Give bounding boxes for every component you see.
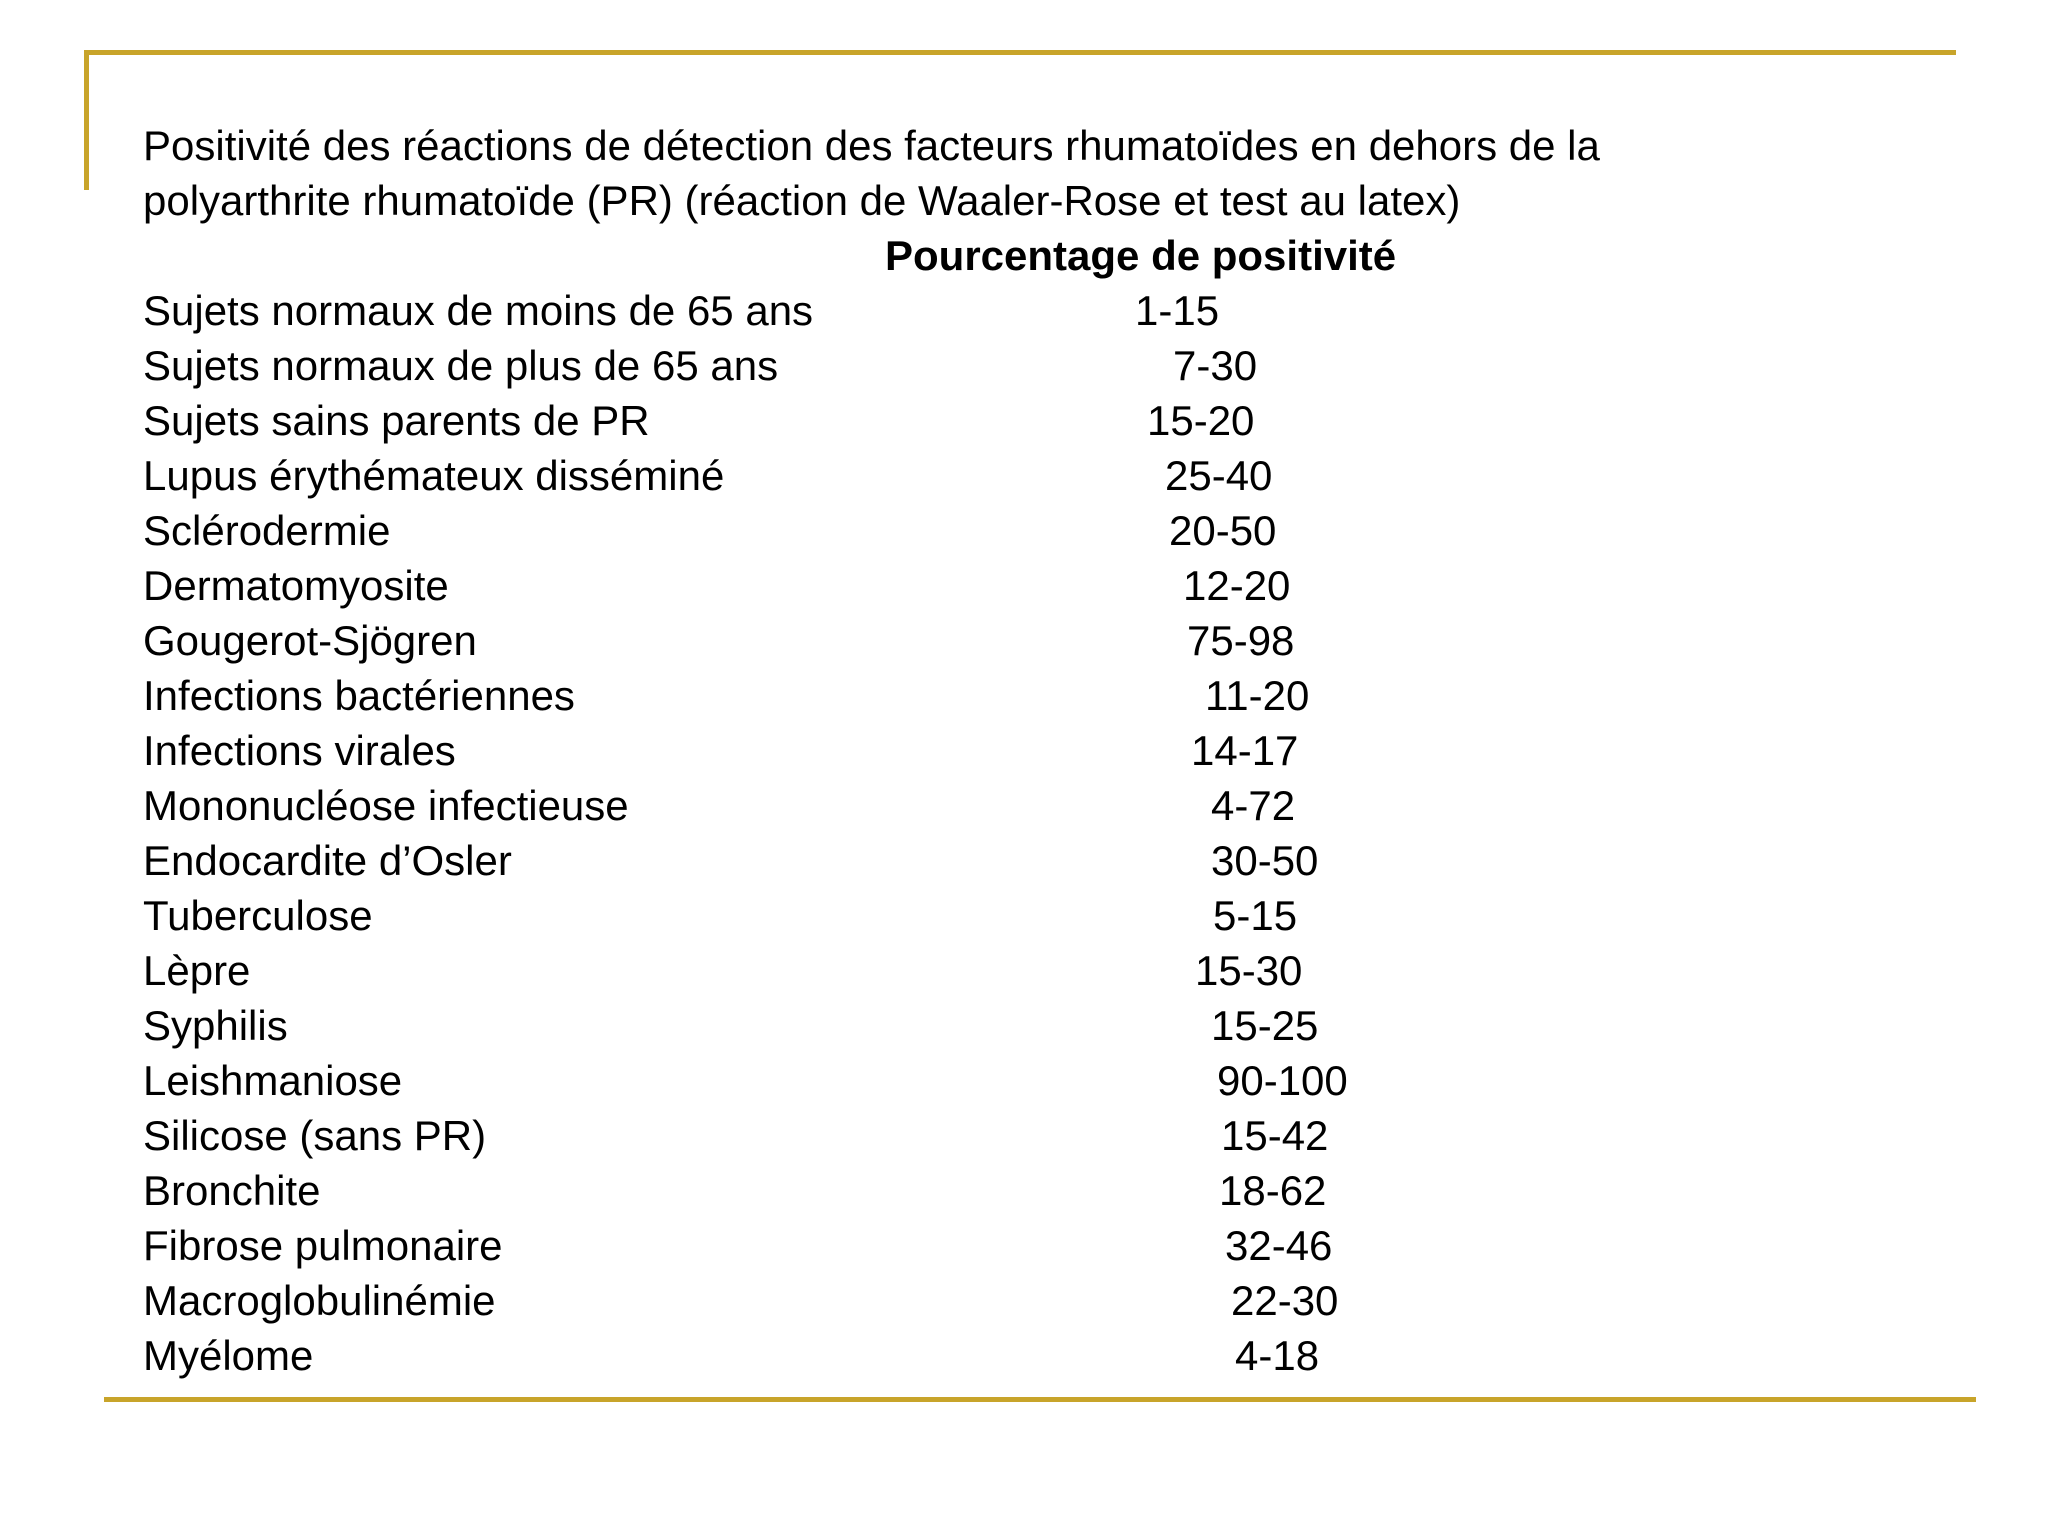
row-label: Fibrose pulmonaire xyxy=(143,1222,503,1269)
row-value: 1-15 xyxy=(1135,287,1220,334)
row-value: 11-20 xyxy=(1205,672,1310,719)
table-row xyxy=(143,1108,1863,1163)
table-row xyxy=(143,833,1863,888)
table-row xyxy=(143,723,1863,778)
row-label: Syphilis xyxy=(143,1002,288,1049)
row-value: 4-72 xyxy=(1211,782,1296,829)
row-label: Tuberculose xyxy=(143,892,373,939)
row-label: Infections virales xyxy=(143,727,456,774)
row-value: 15-25 xyxy=(1211,1002,1319,1049)
row-label: Lèpre xyxy=(143,947,251,994)
row-label: Endocardite d’Osler xyxy=(143,837,512,884)
row-label: Mononucléose infectieuse xyxy=(143,782,629,829)
intro-text: Positivité des réactions de détection des facteurs rhumatoïdes en dehors de la polyarthrite rhumatoïde (PR) (réaction de Waaler-Rose et test au latex) xyxy=(143,122,1600,224)
row-label: Gougerot-Sjögren xyxy=(143,617,477,664)
row-value: 4-18 xyxy=(1235,1332,1320,1379)
table-row xyxy=(143,1163,1863,1218)
row-value: 22-30 xyxy=(1231,1277,1339,1324)
table-row xyxy=(143,778,1863,833)
row-label: Sujets sains parents de PR xyxy=(143,397,650,444)
row-label: Sujets normaux de moins de 65 ans xyxy=(143,287,814,334)
table-row xyxy=(143,283,1863,338)
table-row xyxy=(143,943,1863,998)
table-row xyxy=(143,1328,1863,1383)
row-label: Lupus érythémateux disséminé xyxy=(143,452,725,499)
row-value: 75-98 xyxy=(1187,617,1295,664)
row-label: Myélome xyxy=(143,1332,314,1379)
row-label: Sclérodermie xyxy=(143,507,391,554)
row-value: 12-20 xyxy=(1183,562,1291,609)
table-row xyxy=(143,503,1863,558)
table-row xyxy=(143,448,1863,503)
table-row xyxy=(143,1273,1863,1328)
table-row xyxy=(143,393,1863,448)
row-label: Bronchite xyxy=(143,1167,321,1214)
table-row xyxy=(143,558,1863,613)
row-label: Sujets normaux de plus de 65 ans xyxy=(143,342,779,389)
row-label: Silicose (sans PR) xyxy=(143,1112,487,1159)
table-row xyxy=(143,668,1863,723)
table-row xyxy=(143,998,1863,1053)
row-value: 5-15 xyxy=(1213,892,1298,939)
bottom-rule xyxy=(104,1397,1976,1402)
column-header: Pourcentage de positivité xyxy=(885,232,1397,279)
row-value: 18-62 xyxy=(1219,1167,1327,1214)
row-value: 20-50 xyxy=(1169,507,1277,554)
row-label: Infections bactériennes xyxy=(143,672,575,719)
table-row xyxy=(143,338,1863,393)
row-label: Dermatomyosite xyxy=(143,562,449,609)
slide-content xyxy=(143,118,1863,1383)
row-label: Leishmaniose xyxy=(143,1057,403,1104)
row-value: 30-50 xyxy=(1211,837,1319,884)
left-rule xyxy=(84,50,89,190)
row-value: 90-100 xyxy=(1217,1057,1348,1104)
top-rule xyxy=(84,50,1956,55)
table-row xyxy=(143,1053,1863,1108)
row-value: 32-46 xyxy=(1225,1222,1333,1269)
row-value: 14-17 xyxy=(1191,727,1299,774)
table-row xyxy=(143,1218,1863,1273)
data-table xyxy=(143,283,1863,1383)
row-label: Macroglobulinémie xyxy=(143,1277,496,1324)
row-value: 15-42 xyxy=(1221,1112,1329,1159)
row-value: 15-30 xyxy=(1195,947,1303,994)
row-value: 25-40 xyxy=(1165,452,1273,499)
row-value: 7-30 xyxy=(1173,342,1258,389)
table-row xyxy=(143,613,1863,668)
table-row xyxy=(143,888,1863,943)
row-value: 15-20 xyxy=(1147,397,1255,444)
